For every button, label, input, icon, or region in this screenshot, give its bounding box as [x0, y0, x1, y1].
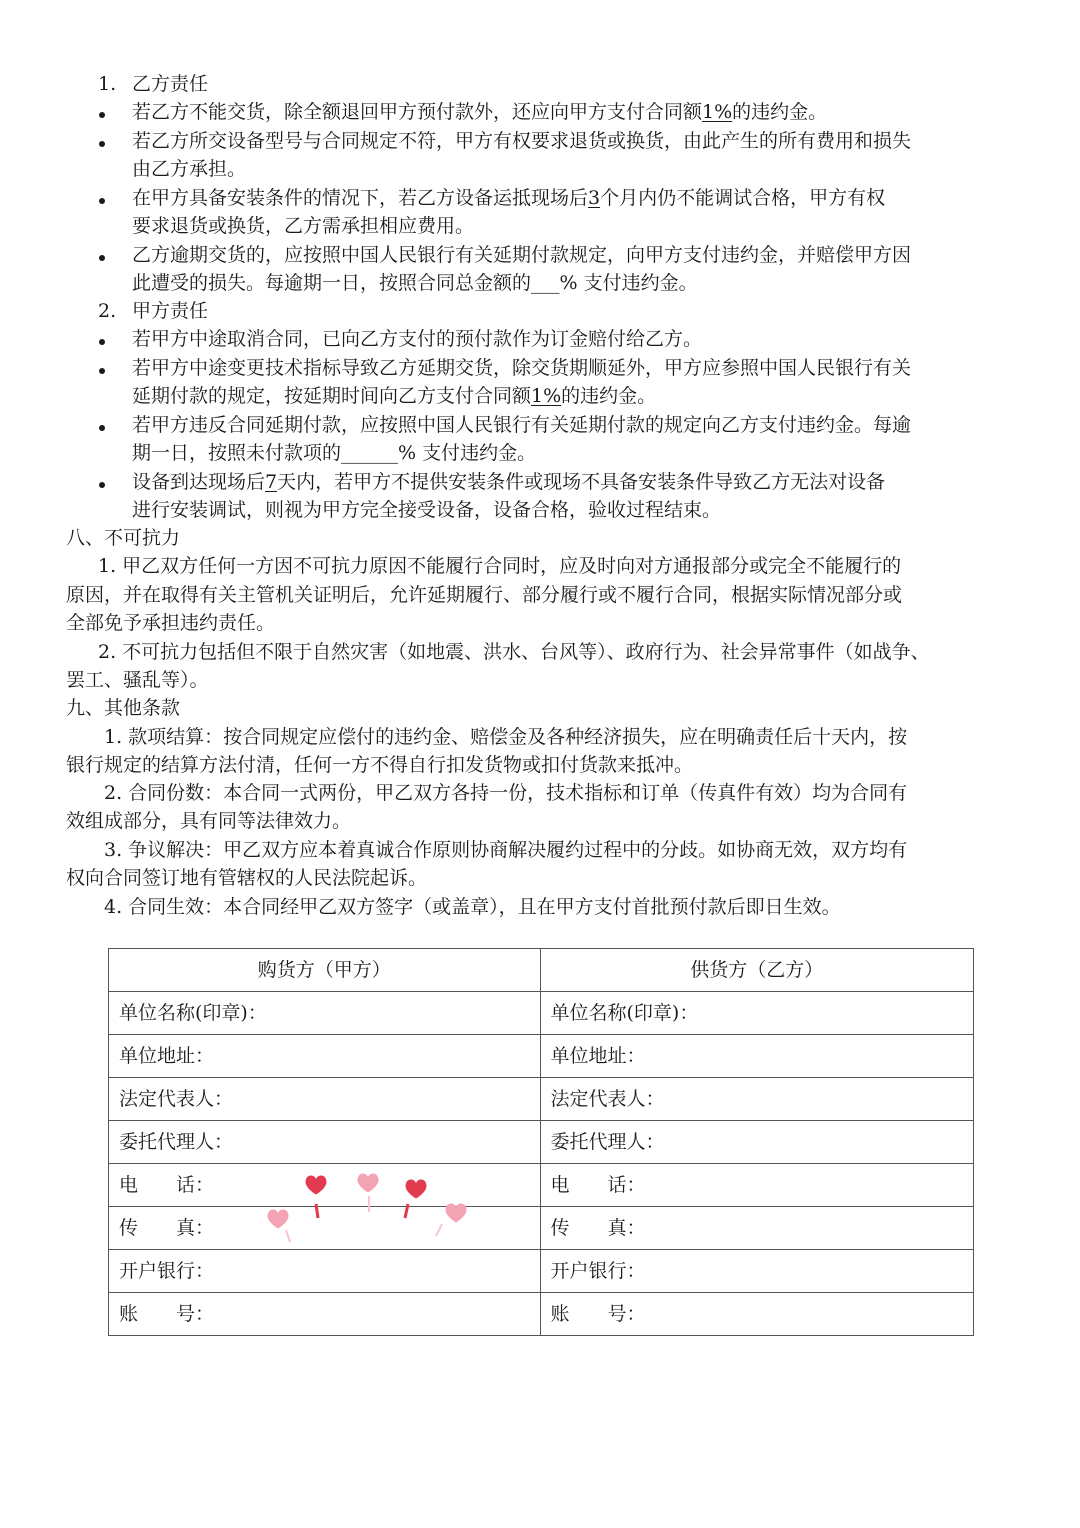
- section-a-bullet-3-line2: 期一日，按照未付款项的______% 支付违约金。: [132, 442, 537, 464]
- seller-bank: 开户银行：: [540, 1250, 974, 1293]
- table-row: [109, 1164, 974, 1207]
- table-row: [109, 992, 974, 1035]
- table-row: [109, 1035, 974, 1078]
- buyer-header: 购货方（甲方）: [109, 949, 541, 992]
- buyer-company-name: 单位名称(印章)：: [109, 992, 541, 1035]
- other-terms-p1-line2: 银行规定的结算方法付清，任何一方不得自行扣发货物或扣付货款来抵冲。: [66, 754, 694, 776]
- seller-fax: 传 真：: [540, 1207, 974, 1250]
- force-majeure-p2-line1: 2. 不可抗力包括但不限于自然灾害（如地震、洪水、台风等）、政府行为、社会异常事件（如战争、: [98, 641, 930, 663]
- section-a-heading: 甲方责任: [132, 300, 209, 322]
- signature-table: [108, 948, 974, 1336]
- seller-legal-rep: 法定代表人：: [540, 1078, 974, 1121]
- buyer-agent: 委托代理人：: [109, 1121, 541, 1164]
- seller-phone: 电 话：: [540, 1164, 974, 1207]
- section-a-bullet-4-line2: 进行安装调试，则视为甲方完全接受设备，设备合格，验收过程结束。: [132, 499, 722, 521]
- bullet-dot: [99, 482, 105, 488]
- seller-header: 供货方（乙方）: [540, 949, 974, 992]
- buyer-address: 单位地址：: [109, 1035, 541, 1078]
- heart-icon: [358, 1174, 378, 1212]
- section-a-bullet-2-line2: 延期付款的规定，按延期时间向乙方支付合同额1%的违约金。: [132, 385, 657, 407]
- section-b-bullet-2-line2: 由乙方承担。: [132, 158, 247, 180]
- heart-icon: [268, 1210, 290, 1242]
- other-terms-p2-line1: 2. 合同份数：本合同一式两份，甲乙双方各持一份，技术指标和订单（传真件有效）均为合同有: [104, 782, 908, 804]
- bullet-dot: [99, 198, 105, 204]
- buyer-legal-rep: 法定代表人：: [109, 1078, 541, 1121]
- seller-company-name: 单位名称(印章)：: [540, 992, 974, 1035]
- seller-account: 账 号：: [540, 1293, 974, 1336]
- table-row: [109, 949, 974, 992]
- section-b-number: 1.: [98, 73, 117, 95]
- section-a-bullet-1: 若甲方中途取消合同，已向乙方支付的预付款作为订金赔付给乙方。: [132, 328, 703, 350]
- section-b-bullet-4-line2: 此遭受的损失。每逾期一日，按照合同总金额的___% 支付违约金。: [132, 272, 698, 294]
- section-a-bullet-3-line1: 若甲方违反合同延期付款，应按照中国人民银行有关延期付款的规定向乙方支付违约金。每逾: [132, 414, 912, 436]
- section-b-bullet-3-line1: 在甲方具备安装条件的情况下，若乙方设备运抵现场后3个月内仍不能调试合格，甲方有权: [132, 187, 886, 209]
- bullet-dot: [99, 425, 105, 431]
- other-terms-p3-line1: 3. 争议解决：甲乙双方应本着真诚合作原则协商解决履约过程中的分歧。如协商无效，双方均有: [104, 839, 908, 861]
- section-a-bullet-4-line1: 设备到达现场后7天内，若甲方不提供安装条件或现场不具备安装条件导致乙方无法对设备: [132, 471, 886, 493]
- table-row: [109, 1293, 974, 1336]
- bullet-dot: [99, 112, 105, 118]
- heart-sticker-icon: [258, 1168, 478, 1248]
- bullet-dot: [99, 141, 105, 147]
- force-majeure-p1-line3: 全部免予承担违约责任。: [66, 612, 276, 634]
- section-a-number: 2.: [98, 300, 117, 322]
- bullet-dot: [99, 339, 105, 345]
- other-terms-p1-line1: 1. 款项结算：按合同规定应偿付的违约金、赔偿金及各种经济损失，应在明确责任后十天内，按: [104, 726, 908, 748]
- seller-agent: 委托代理人：: [540, 1121, 974, 1164]
- section-b-bullet-4-line1: 乙方逾期交货的，应按照中国人民银行有关延期付款规定，向甲方支付违约金，并赔偿甲方因: [132, 244, 912, 266]
- buyer-account: 账 号：: [109, 1293, 541, 1336]
- heart-icon: [405, 1180, 426, 1218]
- buyer-phone: 电 话：: [109, 1164, 541, 1207]
- section-b-bullet-3-line2: 要求退货或换货，乙方需承担相应费用。: [132, 215, 475, 237]
- bullet-dot: [99, 368, 105, 374]
- buyer-bank: 开户银行：: [109, 1250, 541, 1293]
- force-majeure-p1-line1: 1. 甲乙双方任何一方因不可抗力原因不能履行合同时，应及时向对方通报部分或完全不能履行的: [98, 555, 902, 577]
- section-b-bullet-1: 若乙方不能交货，除全额退回甲方预付款外，还应向甲方支付合同额1%的违约金。: [132, 101, 828, 123]
- bullet-dot: [99, 255, 105, 261]
- force-majeure-heading: 八、不可抗力: [66, 527, 181, 549]
- other-terms-heading: 九、其他条款: [66, 697, 181, 719]
- force-majeure-p2-line2: 罢工、骚乱等）。: [66, 669, 209, 691]
- table-row: [109, 1121, 974, 1164]
- buyer-fax: 传 真：: [109, 1207, 541, 1250]
- force-majeure-p1-line2: 原因，并在取得有关主管机关证明后，允许延期履行、部分履行或不履行合同，根据实际情况部分或: [66, 584, 903, 606]
- table-row: [109, 1250, 974, 1293]
- section-b-heading: 乙方责任: [132, 73, 209, 95]
- table-row: [109, 1078, 974, 1121]
- seller-address: 单位地址：: [540, 1035, 974, 1078]
- other-terms-p4-line1: 4. 合同生效：本合同经甲乙双方签字（或盖章），且在甲方支付首批预付款后即日生效。: [104, 896, 841, 918]
- other-terms-p2-line2: 效组成部分，具有同等法律效力。: [66, 810, 352, 832]
- heart-icon: [436, 1204, 466, 1236]
- heart-icon: [306, 1176, 326, 1218]
- table-row: [109, 1207, 974, 1250]
- other-terms-p3-line2: 权向合同签订地有管辖权的人民法院起诉。: [66, 867, 428, 889]
- section-a-bullet-2-line1: 若甲方中途变更技术指标导致乙方延期交货，除交货期顺延外，甲方应参照中国人民银行有关: [132, 357, 912, 379]
- section-b-bullet-2-line1: 若乙方所交设备型号与合同规定不符，甲方有权要求退货或换货，由此产生的所有费用和损失: [132, 130, 912, 152]
